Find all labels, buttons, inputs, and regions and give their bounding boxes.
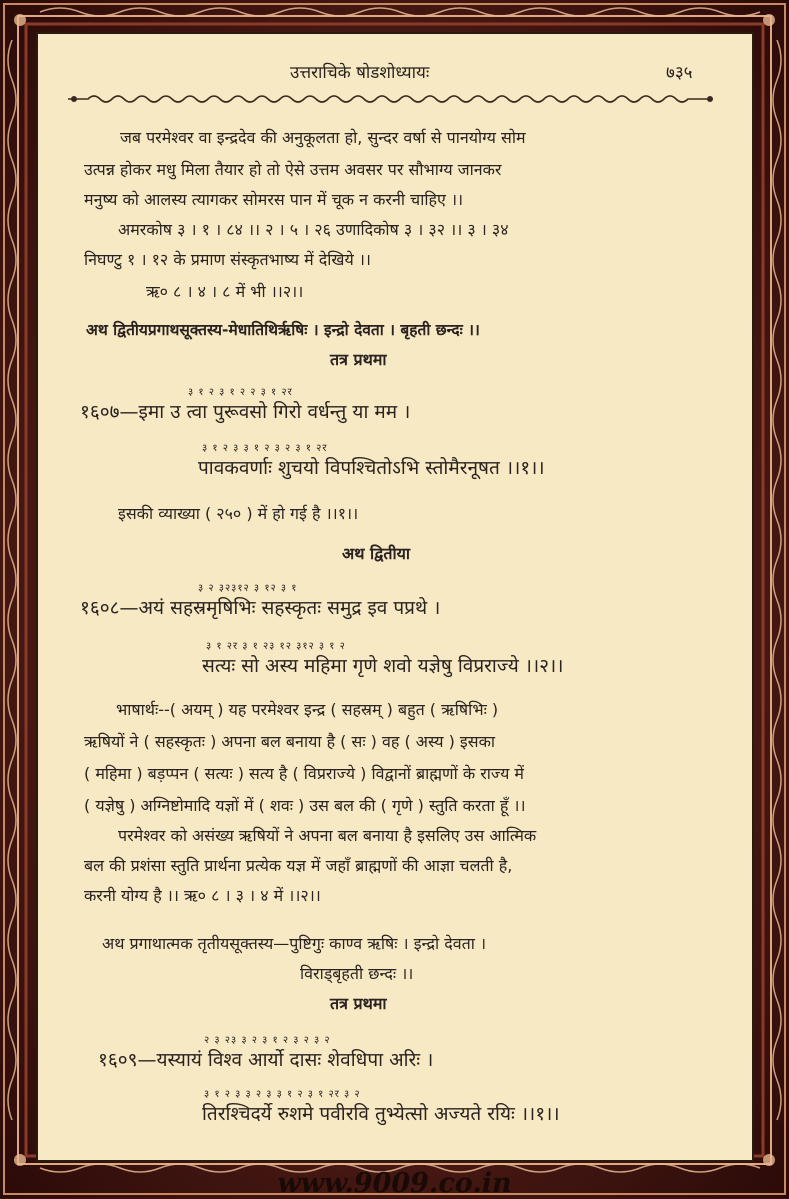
mantra-1609-svara-2: ३ १ २ ३ ३ २ ३ ३ १ २ ३ १ २र ३ २ (204, 1089, 361, 1100)
intro-line-2: उत्पन्न होकर मधु मिला तैयार हो तो ऐसे उत्तम अवसर पर सौभाग्य जानकर (84, 160, 502, 179)
book-page (36, 32, 754, 1162)
sukta3-heading-1: अथ प्रगाथात्मक तृतीयसूक्तस्य—पुष्टिगुः काण्व ऋषिः । इन्द्रो देवता । (102, 934, 487, 953)
mantra-1608-svara-1: ३ २ ३२३१२ ३ १२ ३ १ (198, 583, 298, 594)
mantra-1607-line-1: १६०७—इमा उ त्वा पुरूवसो गिरो वर्धन्तु या मम । (80, 401, 411, 423)
bhashartha-line-5: परमेश्वर को असंख्य ऋषियों ने अपना बल बनाया है इसलिए उस आत्मिक (118, 826, 537, 845)
intro-line-4: अमरकोष ३ । १ । ८४ ।। २ । ५ । २६ उणादिकोष ३ । ३२ ।। ३ । ३४ (118, 220, 509, 239)
header-ornament-rule (68, 92, 716, 106)
mantra-1609-svara-1: २ ३ २३ ३ २ ३ १ २ ३ २ ३ २ (204, 1035, 331, 1046)
bhashartha-line-7: करनी योग्य है ।। ऋ० ८ । ३ । ४ में ।।२।। (84, 886, 321, 905)
website-watermark: www.9009.co.in (277, 1168, 512, 1199)
sukta2-tatra: तत्र प्रथमा (330, 350, 387, 369)
intro-line-1: जब परमेश्वर वा इन्द्रदेव की अनुकूलता हो, सुन्दर वर्षा से पानयोग्य सोम (120, 128, 526, 147)
intro-line-6: ऋ० ८ । ४ । ८ में भी ।।२।। (146, 282, 304, 301)
mantra-1609-line-2: तिरश्चिदर्ये रुशमे पवीरवि तुभ्येत्सो अज्यते रयिः ।।१।। (202, 1103, 560, 1125)
mantra-1608-line-1: १६०८—अयं सहस्रमृषिभिः सहस्कृतः समुद्र इव पप्रथे । (80, 597, 441, 619)
sukta3-heading-2: विराड्बृहती छन्दः ।। (300, 964, 414, 983)
intro-line-3: मनुष्य को आलस्य त्यागकर सोमरस पान में चूक न करनी चाहिए ।। (84, 190, 464, 209)
mantra-1607-svara-1: ३ १ २ ३ १ २ २ ३ १ २र (188, 387, 293, 398)
bhashartha-line-4: ( यज्ञेषु ) अग्निष्टोमादि यज्ञों में ( शवः ) उस बल की ( गृणे ) स्तुति करता हूँ ।। (84, 796, 526, 815)
mantra-1609-line-1: १६०९—यस्यायं विश्व आर्यो दासः शेवधिपा अरिः । (98, 1049, 434, 1071)
page-number: ७३५ (666, 63, 693, 83)
note-1607: इसकी व्याख्या ( २५० ) में हो गई है ।।१।। (118, 504, 359, 523)
bhashartha-line-2: ऋषियों ने ( सहस्कृतः ) अपना बल बनाया है ( सः ) वह ( अस्य ) इसका (84, 732, 496, 751)
sukta2-heading: अथ द्वितीयप्रगाथसूक्तस्य-मेधातिथिर्ऋषिः । इन्द्रो देवता । बृहती छन्दः ।। (86, 321, 480, 339)
sukta3-tatra: तत्र प्रथमा (330, 994, 387, 1013)
bhashartha-line-1: भाषार्थः--( अयम् ) यह परमेश्वर इन्द्र ( सहस्रम् ) बहुत ( ऋषिभिः ) (116, 700, 499, 719)
mantra-1608-svara-2: ३ १ २र ३ १ २३ १२ ३१२ ३ १ २ (206, 641, 346, 652)
mantra-1608-line-2: सत्यः सो अस्य महिमा गृणे शवो यज्ञेषु विप्रराज्ये ।।२।। (202, 655, 564, 677)
atha-dvitiya: अथ द्वितीया (342, 544, 411, 563)
intro-line-5: निघण्टु १ । १२ के प्रमाण संस्कृतभाष्य में देखिये ।। (84, 250, 371, 269)
bhashartha-line-3: ( महिमा ) बड़प्पन ( सत्यः ) सत्य है ( विप्रराज्ये ) विद्वानों ब्राह्मणों के राज्य में (84, 764, 524, 783)
bhashartha-line-6: बल की प्रशंसा स्तुति प्रार्थना प्रत्येक यज्ञ में जहाँ ब्राह्मणों की आज्ञा चलती है, (84, 856, 513, 875)
page-title: उत्तराचिके षोडशोध्यायः (290, 63, 430, 83)
mantra-1607-svara-2: ३ १ २ ३ ३ १ २ ३ २ ३ १ २र (202, 443, 328, 454)
mantra-1607-line-2: पावकवर्णाः शुचयो विपश्चितोऽभि स्तोमैरनूषत ।।१।। (198, 457, 545, 479)
